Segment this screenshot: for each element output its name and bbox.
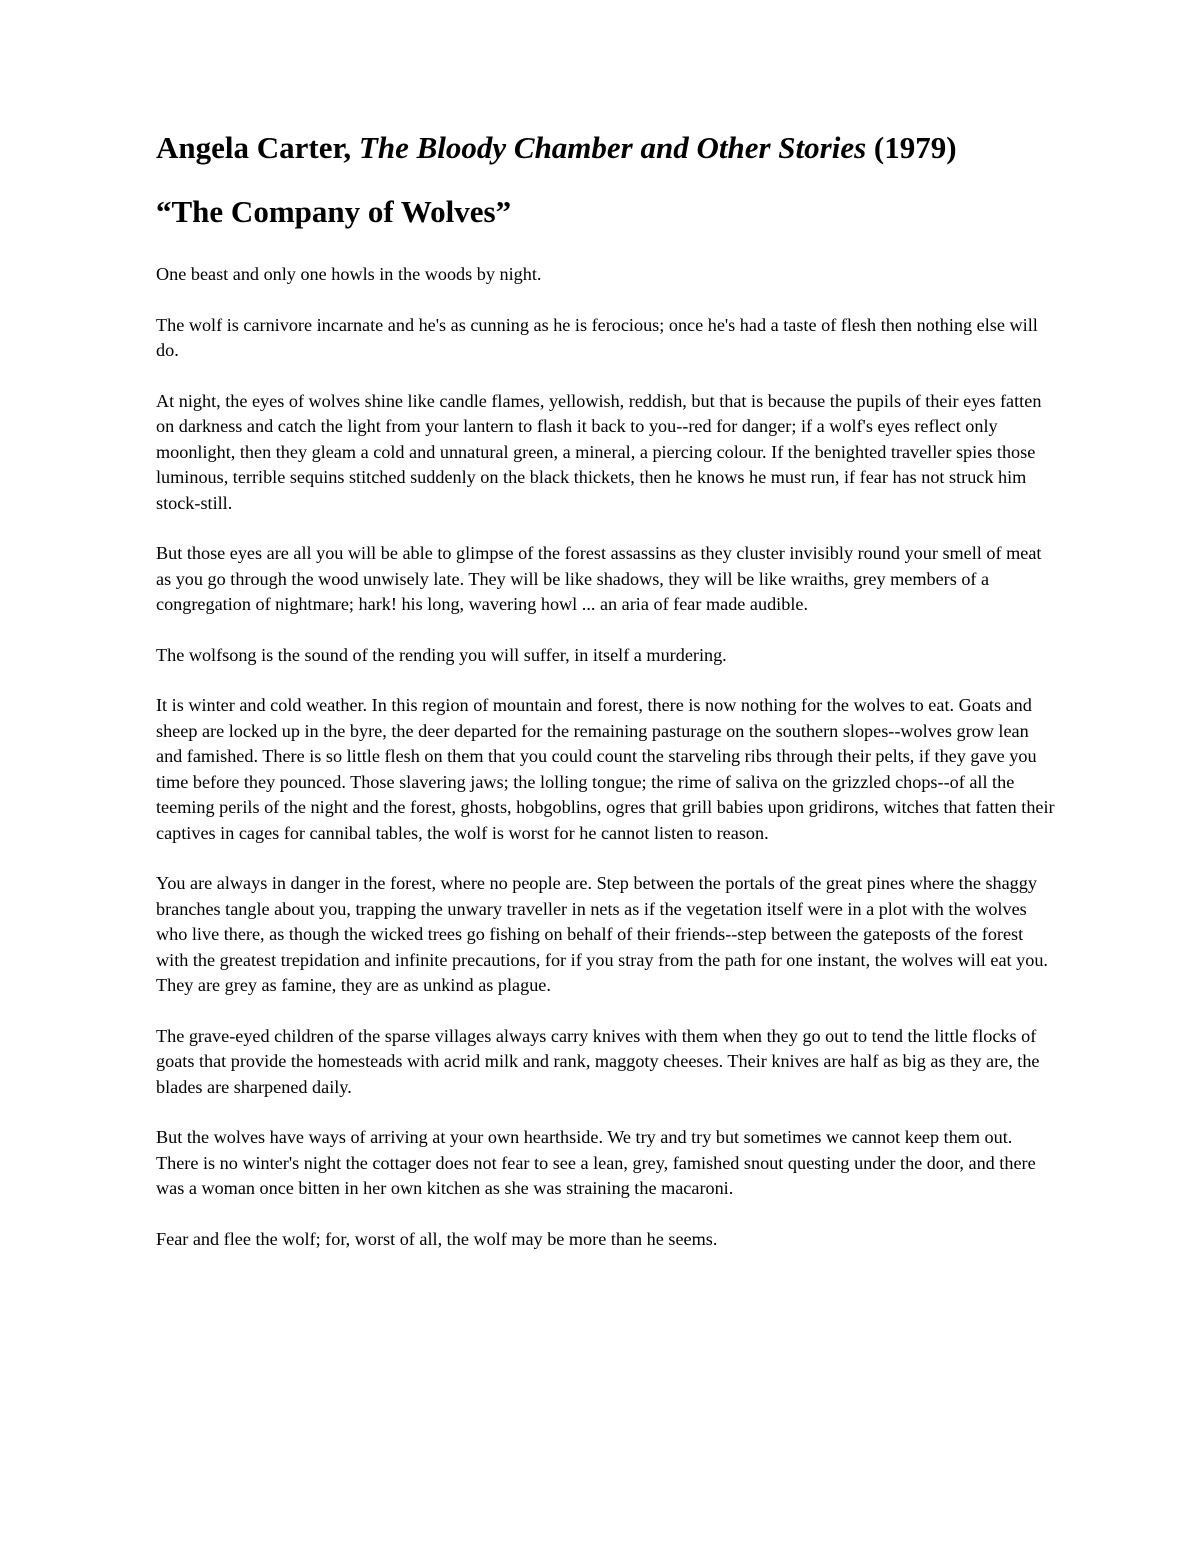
title-year: (1979) [866,130,957,165]
paragraph: The grave-eyed children of the sparse villages always carry knives with them when they go out to tend the little flocks of goats that provide the homesteads with acrid milk and rank, maggoty cheeses. Their knives are half as big as they are, the blades are sharpened daily. [156,1025,1040,1097]
paragraph: The wolf is carnivore incarnate and he's as cunning as he is ferocious; once he's had a taste of flesh then nothing else will do. [156,314,1038,360]
paragraph: Fear and flee the wolf; for, worst of all, the wolf may be more than he seems. [156,1228,718,1249]
paragraph: One beast and only one howls in the woods by night. [156,264,542,284]
title-book: The Bloody Chamber and Other Stories [358,130,867,165]
paragraph: At night, the eyes of wolves shine like candle flames, yellowish, reddish, but that is because the pupils of their eyes fatten on darkness and catch the light from your lantern to flash it back to you--red for danger; if a wolf's eyes reflect only moonlight, then they gleam a cold and unnatural green, a mineral, a piercing colour. If the benighted traveller spies those luminous, terrible sequins stitched suddenly on the black thickets, then he knows he must run, if fear has not struck him stock-still. [156,390,1042,513]
paragraph: You are always in danger in the forest, where no people are. Step between the portals of the great pines where the shaggy branches tangle about you, trapping the unwary traveller in nets as if the vegetation itself were in a plot with the wolves who live there, as though the wicked trees go fishing on behalf of their friends--step between the gateposts of the forest with the greatest trepidation and infinite precautions, for if you stray from the path for one instant, the wolves will eat you. They are grey as famine, they are as unkind as plague. [156,873,1048,995]
document-title [156,128,1056,168]
story-body [156,262,1056,1252]
paragraph: It is winter and cold weather. In this region of mountain and forest, there is now nothing for the wolves to eat. Goats and sheep are locked up in the byre, the deer departed for the remaining pasturage on the southern slopes--wolves grow lean and famished. There is so little flesh on them that you could count the starveling ribs through their pelts, if they gave you time before they pounced. Those slavering jaws; the lolling tongue; the rime of saliva on the grizzled chops--of all the teeming perils of the night and the forest, ghosts, hobgoblins, ogres that grill babies upon gridirons, witches that fatten their captives in cages for cannibal tables, the wolf is worst for he cannot listen to reason. [156,695,1055,843]
paragraph: But the wolves have ways of arriving at your own hearthside. We try and try but sometimes we cannot keep them out. There is no winter's night the cottager does not fear to see a lean, grey, famished snout questing under the door, and there was a woman once bitten in her own kitchen as she was straining the macaroni. [156,1127,1036,1198]
paragraph: But those eyes are all you will be able to glimpse of the forest assassins as they cluster invisibly round your smell of meat as you go through the wood unwisely late. They will be like shadows, they will be like wraiths, grey members of a congregation of nightmare; hark! his long, wavering howl ... an aria of fear made audible. [156,543,1042,614]
document-page [156,128,1056,1277]
paragraph: The wolfsong is the sound of the rending you will suffer, in itself a murdering. [156,644,727,665]
title-author: Angela Carter, [156,130,359,165]
story-title: “The Company of Wolves” [156,194,512,229]
